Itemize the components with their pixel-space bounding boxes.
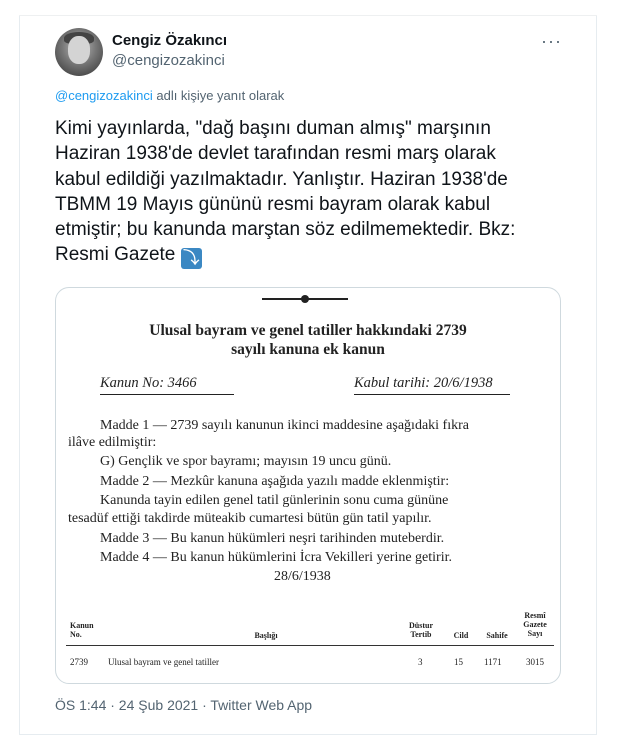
avatar-face: [68, 36, 90, 64]
doc-title-line2: sayılı kanuna ek kanun: [231, 341, 385, 358]
th-basligi: Başlığı: [254, 631, 278, 640]
tweet-text-line: TBMM 19 Mayıs gününü resmi bayram olarak kabul: [55, 193, 491, 215]
underline: [354, 394, 510, 395]
td-gazete: 3015: [526, 657, 544, 667]
more-options-icon[interactable]: ···: [541, 31, 562, 51]
tweet-text-line: kabul edildiği yazılmaktadır. Yanlıştır. Haziran 1938'de: [55, 168, 508, 190]
doc-date: 28/6/1938: [274, 569, 331, 584]
table-rule: [66, 645, 554, 646]
underline: [100, 394, 234, 395]
card-border-right: [596, 16, 597, 734]
attached-image[interactable]: [55, 287, 561, 684]
doc-body-line: tesadüf ettiği takdirde müteakib cumartesi bütün gün tatil yapılır.: [68, 511, 432, 526]
td-basligi: Ulusal bayram ve genel tatiller: [108, 657, 219, 667]
reply-to-link[interactable]: @cengizozakinci: [55, 88, 153, 103]
th-gazete: Resmî Gazete Sayı: [523, 611, 547, 638]
tweet-timestamp[interactable]: ÖS 1:44 · 24 Şub 2021 · Twitter Web App: [55, 697, 313, 713]
doc-body-line: Madde 1 — 2739 sayılı kanunun ikinci maddesine aşağıdaki fıkra: [100, 418, 469, 433]
doc-body-line: Madde 4 — Bu kanun hükümlerini İcra Vekilleri yerine getirir.: [100, 550, 452, 565]
doc-body-line: Madde 2 — Mezkûr kanuna aşağıda yazılı madde eklenmiştir:: [100, 474, 450, 489]
doc-kanun-no: Kanun No: 3466: [100, 375, 197, 391]
doc-body-line: Kanunda tayin edilen genel tatil günlerinin sonu cuma gününe: [100, 493, 449, 508]
th-dustur: Düstur Tertib: [408, 621, 433, 639]
doc-title-line1: Ulusal bayram ve genel tatiller hakkındaki 2739: [149, 322, 467, 339]
tweet-text-line: Haziran 1938'de devlet tarafından resmi marş olarak: [55, 143, 496, 165]
doc-body-line: G) Gençlik ve spor bayramı; mayısın 19 uncu günü.: [100, 454, 392, 469]
td-kanun-no: 2739: [70, 657, 88, 667]
ornament-dot: [301, 295, 309, 303]
doc-kabul-tarihi: Kabul tarihi: 20/6/1938: [354, 375, 493, 391]
card-border-bottom: [19, 734, 597, 735]
th-kanun-no: Kanun No.: [70, 621, 94, 639]
td-sahife: 1171: [484, 657, 502, 667]
reply-suffix: adlı kişiye yanıt olarak: [152, 88, 285, 103]
author-name[interactable]: Cengiz Özakıncı: [112, 32, 228, 49]
tweet-text-line: etmiştir; bu kanunda marştan söz edilmemektedir. Bkz:: [55, 219, 516, 241]
doc-body-line: ilâve edilmiştir:: [68, 435, 157, 450]
avatar[interactable]: [55, 28, 103, 76]
td-cild: 15: [454, 657, 463, 667]
tweet-text-line-last: [55, 242, 575, 269]
gazette-document: [56, 288, 560, 683]
th-cild: Cild: [453, 631, 469, 640]
doc-body-line: Madde 3 — Bu kanun hükümleri neşri tarihinden muteberdir.: [100, 531, 445, 546]
tweet-text-line: Resmi Gazete: [55, 244, 176, 266]
arrow-down-right-icon: ⤵: [181, 248, 202, 269]
tweet-text-line: Kimi yayınlarda, "dağ başını duman almış" marşının: [55, 118, 491, 139]
card-border-left: [19, 16, 20, 734]
author-handle[interactable]: @cengizozakinci: [112, 52, 225, 69]
th-sahife: Sahife: [486, 631, 508, 640]
tweet-text: [55, 116, 575, 269]
td-dustur: 3: [418, 657, 423, 667]
reply-context: [55, 88, 284, 103]
